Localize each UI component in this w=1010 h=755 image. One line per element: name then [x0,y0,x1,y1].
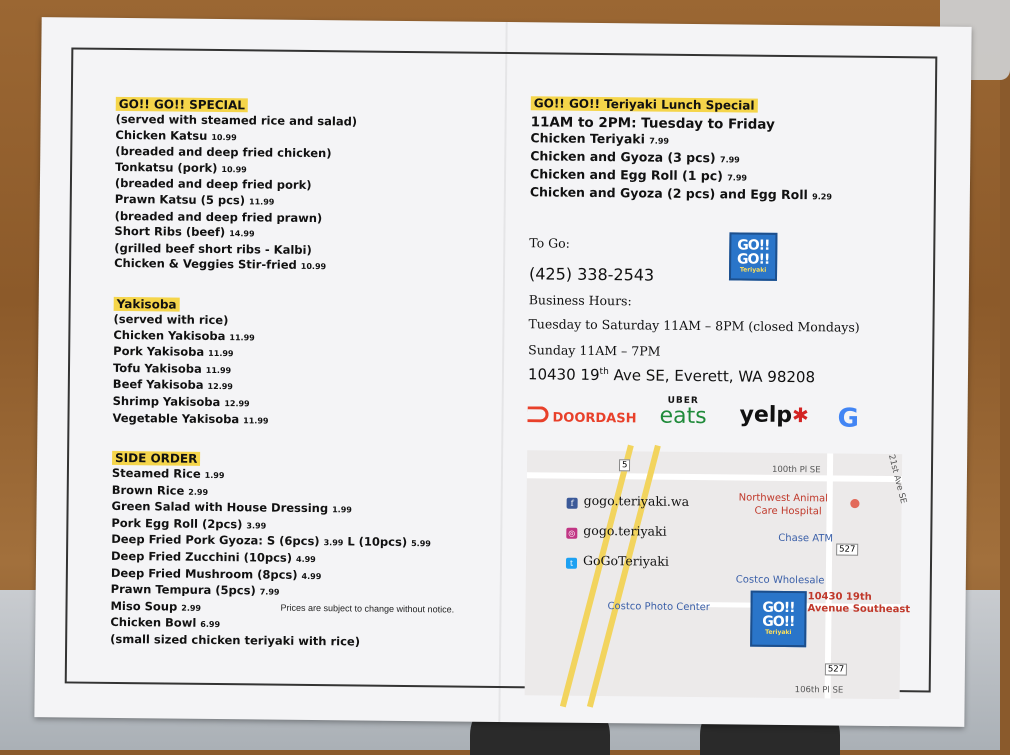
logo-line2: GO!! [737,251,770,268]
route-shield: 527 [836,543,858,555]
menu-item-price: 4.99 [301,571,322,581]
menu-item-name: Chicken and Egg Roll (1 pc) [529,166,724,184]
price-notice: Prices are subject to change without notice. [280,602,455,615]
poi-label: Costco Wholesale [735,574,825,587]
menu-item-price: 7.99 [727,173,748,183]
delivery-brands [527,395,867,436]
menu-item-price: 9.29 [812,192,833,202]
google-logo: G [837,403,860,434]
facebook-handle: gogo.teriyaki.wa [583,492,690,509]
gogo-special-section [114,93,496,277]
doordash-icon [527,406,548,422]
instagram-icon: ◎ [566,528,577,539]
menu-paper [34,17,971,727]
left-column [110,63,496,666]
address-suffix: th [599,367,609,378]
menu-item-price: 11.99 [243,415,269,426]
map-address-label: Avenue Southeast [807,603,911,616]
menu-item-name: Shrimp Yakisoba [112,393,221,409]
menu-item-price: 7.99 [649,136,670,146]
menu-item-price: 2.99 [188,487,209,497]
menu-item-name: Pork Yakisoba [113,344,205,359]
lunch-list [530,130,911,206]
twitter-icon: t [566,558,577,569]
menu-item-price: 2.99 [181,603,202,613]
sunday-hours: Sunday 11AM – 7PM [528,342,661,359]
weekday-hours: Tuesday to Saturday 11AM – 8PM (closed Mondays) [528,316,860,335]
menu-item-name: Pork Egg Roll (2pcs) [111,515,243,532]
route-shield: 5 [619,459,631,471]
doordash-logo [527,406,636,426]
side-order-section [110,447,492,651]
yelp-text: yelp [739,402,793,429]
phone-number: (425) 338-2543 [528,264,655,285]
menu-item-name: Green Salad with House Dressing [111,499,329,516]
poi-label: Care Hospital [754,505,822,518]
menu-item-name: Miso Soup [110,598,178,614]
menu-item-price: 1.99 [332,505,352,515]
menu-item-price: 7.99 [719,155,740,165]
menu-item-name: Brown Rice [111,482,185,498]
menu-item-name: Steamed Rice [111,466,201,481]
side-list [110,466,492,652]
map-road [527,472,902,482]
twitter-row [566,553,669,570]
instagram-handle: gogo.teriyaki [583,522,667,539]
menu-item-price: 11.99 [229,332,255,342]
instagram-row [566,523,666,540]
logo-sub: Teriyaki [765,628,792,637]
menu-item-name: Short Ribs (beef) [114,224,226,240]
eats-text: eats [659,403,707,430]
logo-sub: Teriyaki [739,266,767,274]
logo-line1: GO!! [762,599,795,617]
map-address-label: 10430 19th [807,591,872,603]
to-go-label: To Go: [529,235,571,251]
poi-label: Costco Photo Center [607,601,710,614]
yakisoba-section [112,293,493,431]
menu-item-name: Prawn Katsu (5 pcs) [114,191,246,208]
menu-item-price: 7.99 [259,587,280,597]
map-gogo-logo [750,591,807,648]
menu-item-name: (served with steamed rice and salad) [115,111,358,129]
hours-label: Business Hours: [528,292,632,309]
twitter-handle: GoGoTeriyaki [582,552,669,569]
menu-item-price: 1.99 [204,470,225,481]
menu-item-price: 11.99 [249,197,275,207]
menu-item-name: (breaded and deep fried chicken) [115,144,332,161]
section-title: Yakisoba [114,297,180,312]
menu-item-price: 10.99 [221,164,247,175]
menu-item-price: 3.99 [246,521,267,531]
gogo-logo [729,232,778,281]
menu-item-price: 11.99 [205,365,232,375]
poi-label: Chase ATM [778,532,834,545]
menu-item-name: Deep Fried Mushroom (8pcs) [110,565,298,582]
yelp-logo [739,402,809,428]
facebook-row [567,493,690,510]
menu-item-price: 12.99 [207,382,233,392]
lunch-title: GO!! GO!! Teriyaki Lunch Special [531,96,758,112]
section-title: SIDE ORDER [112,451,200,466]
location-map[interactable] [525,450,911,699]
address-number: 10430 19 [527,365,600,385]
menu-item-name: Chicken Teriyaki [530,130,645,147]
facebook-icon: f [567,498,578,509]
map-road [825,453,834,698]
menu-item-price: 4.99 [295,554,316,565]
route-shield: 527 [825,663,847,675]
menu-item-name: Deep Fried Pork Gyoza: S (6pcs) [111,532,320,549]
section-title: GO!! GO!! SPECIAL [116,97,248,112]
menu-item-name: (served with rice) [113,311,229,328]
menu-item-price: 12.99 [224,398,250,409]
menu-item-name: Beef Yakisoba [112,377,204,393]
menu-item-name: Vegetable Yakisoba [112,410,240,426]
street-label: 106th Pl SE [794,685,844,696]
street-label: 21st Ave SE [885,453,909,505]
menu-item-price: 10.99 [300,262,327,272]
menu-item-name: (grilled beef short ribs - Kalbi) [114,240,312,257]
address-rest: Ave SE, Everett, WA 98208 [608,366,816,387]
special-list [114,112,496,277]
menu-item-name: Chicken and Gyoza (3 pcs) [530,148,716,166]
uber-text: UBER [667,395,699,407]
menu-item-name: Prawn Tempura (5pcs) [110,582,256,598]
poi-label: Northwest Animal [738,492,828,505]
menu-item-price: 6.99 [200,620,221,630]
logo-line2: GO!! [762,613,795,631]
menu-item-name: Tofu Yakisoba [112,360,202,376]
menu-item-price: 11.99 [208,349,234,359]
street-label: 100th Pl SE [771,464,821,476]
yakisoba-list [112,312,493,431]
menu-item-price: 3.99 [323,538,344,548]
yelp-burst-icon: ✱ [792,403,810,428]
menu-item-name: Deep Fried Zucchini (10pcs) [110,548,293,565]
menu-item-name: Chicken Katsu [115,127,208,143]
menu-item-name: Chicken Bowl [110,615,197,631]
menu-item [112,410,492,431]
menu-item-name: (breaded and deep fried prawn) [114,208,323,225]
map-pin-icon: ● [849,495,861,510]
right-column [527,60,911,696]
menu-item-name: (breaded and deep fried pork) [114,176,312,193]
address [528,365,815,386]
lunch-hours: 11AM to 2PM: Tuesday to Friday [530,114,775,133]
menu-item-price: 10.99 [211,132,237,142]
doordash-text: DOORDASH [552,410,637,427]
menu-item-price: 14.99 [229,229,255,239]
menu-item-name: (small sized chicken teriyaki with rice) [110,631,361,649]
gyoza-large-price: 5.99 [411,539,431,549]
menu-item-name: Chicken & Veggies Stir-fried [114,256,297,273]
logo-line1: GO!! [737,237,770,254]
ubereats-logo [659,396,706,428]
menu-item-name: Tonkatsu (pork) [115,159,218,175]
menu-item [110,632,490,652]
gyoza-large-label: L (10pcs) [347,534,408,550]
menu-item-name: Chicken and Gyoza (2 pcs) and Egg Roll [529,184,808,203]
menu-item [114,256,494,277]
menu-item-name: Chicken Yakisoba [113,327,226,343]
